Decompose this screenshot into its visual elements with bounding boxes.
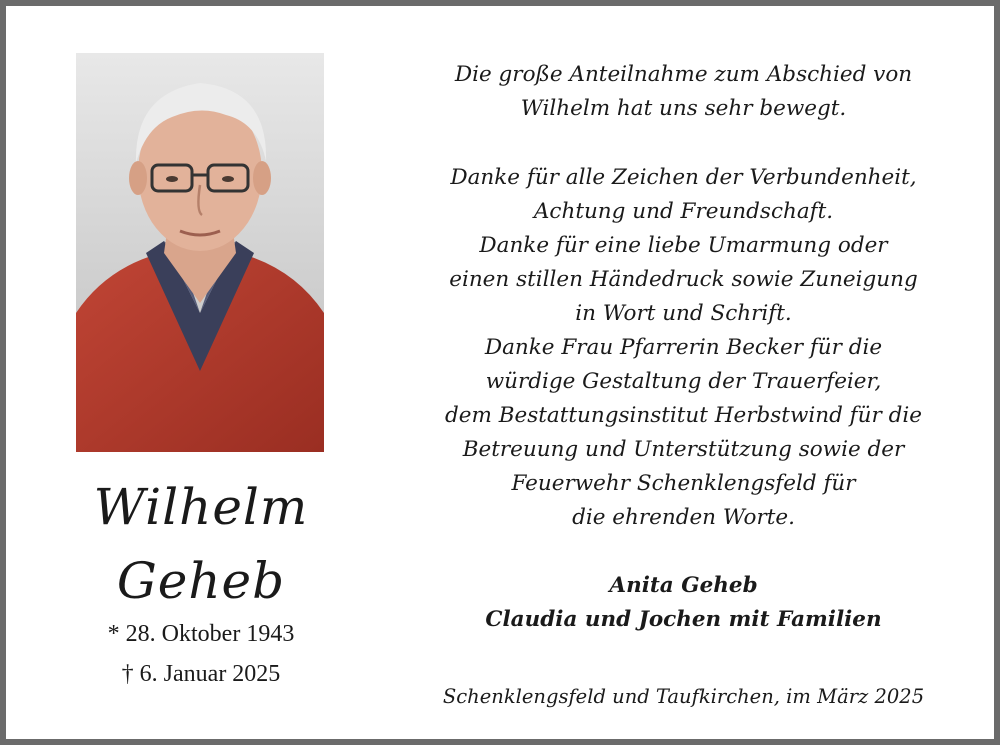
signatory: Anita Geheb [609, 573, 758, 598]
text-line: Die große Anteilnahme zum Abschied von [454, 62, 913, 87]
text-line: die ehrenden Worte. [572, 505, 795, 530]
text-line: Danke für eine liebe Umarmung oder [479, 233, 888, 258]
text-line: Wilhelm hat uns sehr bewegt. [520, 96, 847, 121]
portrait-photo [76, 53, 324, 452]
last-name: Geheb [116, 552, 286, 610]
text-line: in Wort und Schrift. [575, 301, 792, 326]
text-line: Danke Frau Pfarrerin Becker für die [484, 335, 883, 360]
text-line: Achtung und Freundschaft. [533, 199, 834, 224]
death-date: † 6. Januar 2025 [121, 661, 281, 687]
text-line: Feuerwehr Schenklengsfeld für [511, 471, 856, 496]
thanks-paragraph [401, 161, 966, 535]
text-line: Danke für alle Zeichen der Verbundenheit, [450, 165, 917, 190]
birth-date: * 28. Oktober 1943 [107, 621, 295, 647]
signatory: Claudia und Jochen mit Familien [485, 607, 882, 632]
first-name: Wilhelm [93, 478, 309, 536]
text-line: einen stillen Händedruck sowie Zuneigung [449, 267, 918, 292]
place-and-date: Schenklengsfeld und Taufkirchen, im März 2025 [442, 685, 925, 708]
text-line: dem Bestattungsinstitut Herbstwind für die [445, 403, 922, 428]
intro-paragraph [401, 58, 966, 126]
portrait-illustration [76, 53, 324, 452]
text-line: würdige Gestaltung der Trauerfeier, [485, 369, 882, 394]
text-line: Betreuung und Unterstützung sowie der [462, 437, 905, 462]
signatories [401, 569, 966, 637]
